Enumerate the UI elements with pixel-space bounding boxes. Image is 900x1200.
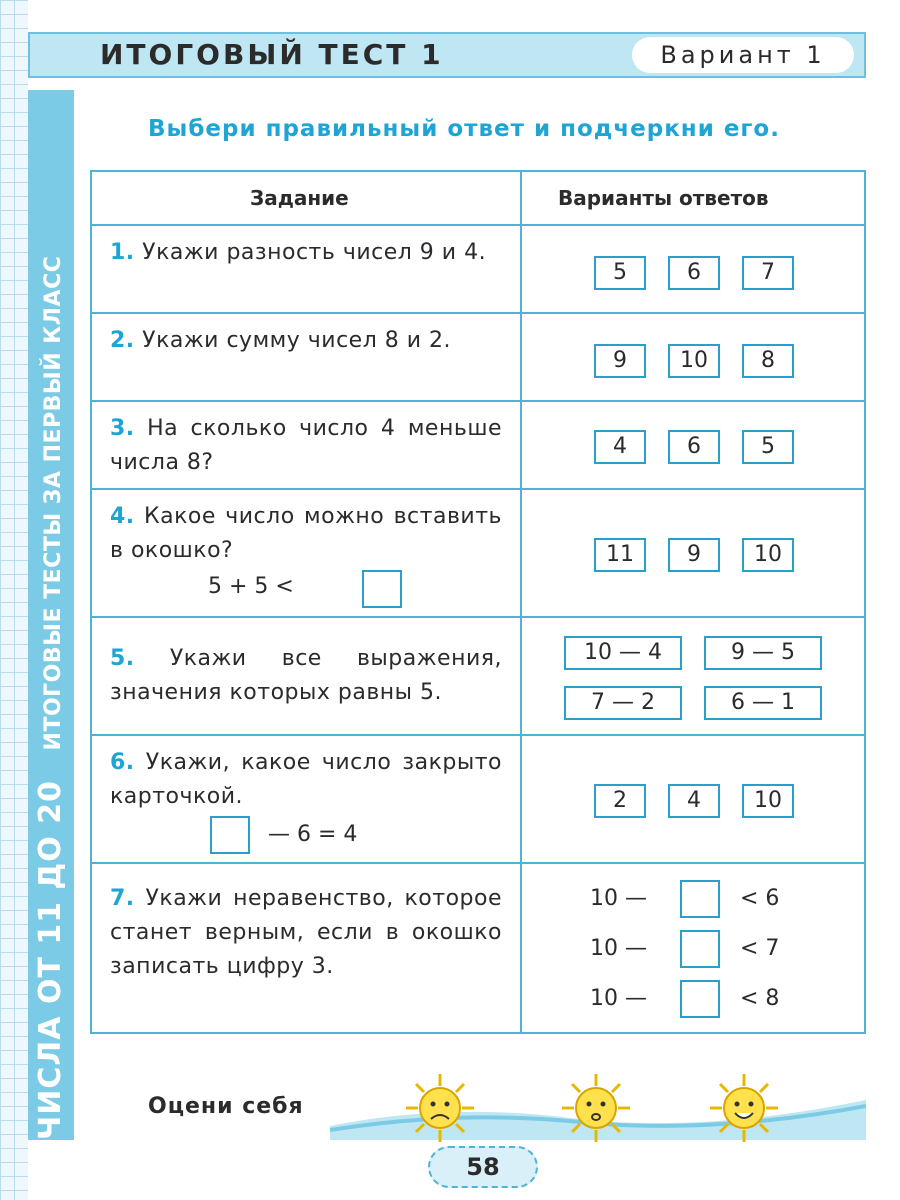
task-text: Укажи разность чисел 9 и 4. (142, 240, 487, 265)
answer-option[interactable]: 5 (594, 256, 646, 290)
task-text: Укажи, какое число закрыто карточкой. (110, 750, 502, 809)
header-bar (28, 32, 866, 78)
task-number: 1. (110, 240, 135, 265)
col-header-answers: Варианты ответов (558, 186, 769, 210)
task-text: Укажи неравенство, которое станет верным, если в окошко записать цифру 3. (110, 886, 502, 979)
task-text: Укажи сумму чисел 8 и 2. (142, 328, 452, 353)
task-6 (110, 746, 502, 814)
task-number: 2. (110, 328, 135, 353)
answer-option[interactable]: 10 (742, 538, 794, 572)
task-1 (110, 236, 502, 270)
grid-margin (0, 0, 28, 1200)
task-text: На сколько число 4 меньше числа 8? (110, 416, 502, 475)
task-4 (110, 500, 502, 568)
row-divider (92, 400, 864, 402)
column-divider (520, 172, 522, 1032)
row-divider (92, 734, 864, 736)
answer-option[interactable]: 6 — 1 (704, 686, 822, 720)
self-check-label: Оцени себя (148, 1094, 304, 1119)
answer-option[interactable]: 10 (668, 344, 720, 378)
inequality-box[interactable] (680, 880, 720, 918)
row-divider (92, 312, 864, 314)
page-number: 58 (428, 1146, 538, 1188)
answer-option[interactable]: 7 — 2 (564, 686, 682, 720)
answer-option[interactable]: 7 (742, 256, 794, 290)
answer-option[interactable]: 6 (668, 256, 720, 290)
task-7 (110, 882, 502, 984)
answer-option[interactable]: 11 (594, 538, 646, 572)
answer-option[interactable]: 2 (594, 784, 646, 818)
answer-option[interactable]: 9 — 5 (704, 636, 822, 670)
inequality-box[interactable] (680, 930, 720, 968)
answer-option[interactable]: 9 (594, 344, 646, 378)
row-divider (92, 488, 864, 490)
variant-badge: Вариант 1 (632, 37, 854, 73)
task-5 (110, 642, 502, 710)
inequality-right: < 8 (740, 986, 780, 1011)
task-text: Какое число можно вставить в окошко? (110, 504, 502, 563)
answer-option[interactable]: 10 — 4 (564, 636, 682, 670)
task-text: Укажи все выражения, значения которых равны 5. (110, 646, 503, 705)
task-3 (110, 412, 502, 480)
inequality-left: 10 — (590, 936, 647, 961)
task-number: 5. (110, 646, 135, 671)
row-divider (92, 224, 864, 226)
expression: 5 + 5 < (208, 574, 294, 599)
chapter-title: ЧИСЛА ОТ 11 ДО 20 (33, 780, 68, 1140)
col-header-task: Задание (250, 186, 349, 210)
answer-blank-box (362, 570, 402, 608)
page-title: ИТОГОВЫЙ ТЕСТ 1 (100, 38, 444, 71)
answer-option[interactable]: 4 (594, 430, 646, 464)
answer-option[interactable]: 4 (668, 784, 720, 818)
instruction: Выбери правильный ответ и подчеркни его. (148, 116, 780, 142)
expression: — 6 = 4 (268, 822, 358, 847)
side-caption (31, 100, 71, 1140)
test-table (90, 170, 866, 1034)
inequality-right: < 7 (740, 936, 780, 961)
answer-option[interactable]: 6 (668, 430, 720, 464)
answer-option[interactable]: 8 (742, 344, 794, 378)
row-divider (92, 862, 864, 864)
section-subtitle: ИТОГОВЫЕ ТЕСТЫ ЗА ПЕРВЫЙ КЛАСС (41, 255, 66, 751)
inequality-left: 10 — (590, 886, 647, 911)
happy-sun-icon[interactable] (708, 1072, 780, 1144)
task-number: 3. (110, 416, 135, 441)
sad-sun-icon[interactable] (404, 1072, 476, 1144)
answer-option[interactable]: 9 (668, 538, 720, 572)
task-number: 6. (110, 750, 135, 775)
task-number: 7. (110, 886, 135, 911)
answer-option[interactable]: 5 (742, 430, 794, 464)
task-number: 4. (110, 504, 135, 529)
row-divider (92, 616, 864, 618)
inequality-left: 10 — (590, 986, 647, 1011)
inequality-right: < 6 (740, 886, 780, 911)
answer-option[interactable]: 10 (742, 784, 794, 818)
task-2 (110, 324, 502, 358)
inequality-box[interactable] (680, 980, 720, 1018)
covered-card-box (210, 816, 250, 854)
neutral-sun-icon[interactable] (560, 1072, 632, 1144)
